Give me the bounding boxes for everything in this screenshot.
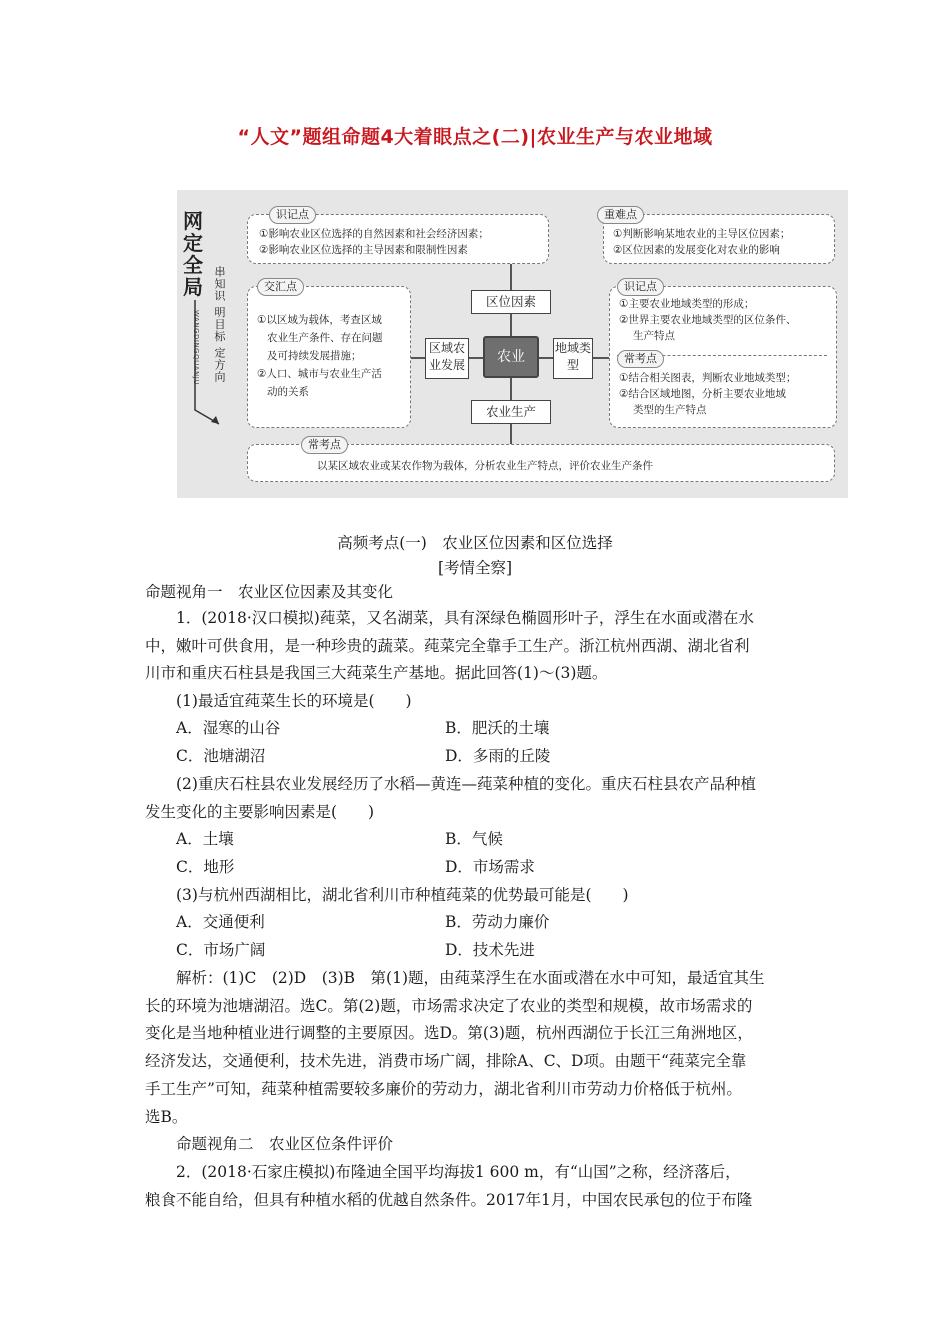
top-right-tag: 重难点 — [597, 206, 644, 224]
right-tag-1: 识记点 — [617, 278, 664, 296]
top-left-line-1: ①影响农业区位选择的自然因素和社会经济因素； — [259, 228, 489, 240]
q1-1-option-c: C．池塘湖沼 — [176, 747, 266, 765]
left-line-4: ②人口、城市与农业生产活 — [257, 368, 382, 380]
section-title: 高频考点(一) 农业区位因素和区位选择 — [337, 534, 613, 552]
q1-sub-2-line-2: 发生变化的主要影响因素是( ) — [145, 803, 375, 821]
top-right-line-2: ②区位因素的发展变化对农业的影响 — [613, 244, 780, 256]
diagram-side-title: 网定全局 — [183, 209, 203, 299]
left-line-1: ①以区域为载体，考查区域 — [257, 314, 382, 326]
analysis-line-6: 选B。 — [145, 1108, 188, 1126]
top-right-line-1: ①判断影响某地农业的主导区位因素； — [613, 228, 791, 240]
q1-2-option-b: B．气候 — [445, 830, 503, 848]
q2-line-1: 2．(2018·石家庄模拟)布隆迪全国平均海拔1 600 m，有“山国”之称，经济落后， — [176, 1163, 741, 1181]
left-tag: 交汇点 — [257, 278, 304, 296]
node-regional-type-label: 地域类型 — [554, 341, 591, 372]
q1-sub-3: (3)与杭州西湖相比，湖北省利川市种植莼菜的优势最可能是( ) — [176, 886, 629, 904]
analysis-line-1: 解析：(1)C (2)D (3)B 第(1)题，由莼菜浮生在水面或潜在水中可知，最适宜其生 — [176, 969, 765, 987]
q1-line-2: 中，嫩叶可供食用，是一种珍贵的蔬菜。莼菜完全靠手工生产。浙江杭州西湖、湖北省利 — [145, 637, 750, 655]
analysis-line-5: 手工生产”可知，莼菜种植需要较多廉价的劳动力，湖北省利川市劳动力价格低于杭州。 — [145, 1080, 742, 1098]
right-line-1: ①主要农业地域类型的形成； — [619, 298, 755, 310]
section-subtitle: [考情全察] — [437, 559, 513, 577]
q1-3-option-b: B．劳动力廉价 — [445, 913, 550, 931]
q1-line-3: 川市和重庆石柱县是我国三大莼菜生产基地。据此回答(1)～(3)题。 — [145, 664, 608, 682]
analysis-line-3: 变化是当地种植业进行调整的主要原因。选D。第(3)题，杭州西湖位于长江三角洲地区， — [145, 1024, 753, 1042]
q1-1-option-d: D．多雨的丘陵 — [445, 747, 551, 765]
q1-2-option-a: A．土壤 — [176, 830, 234, 848]
q1-3-option-a: A．交通便利 — [176, 913, 265, 931]
right-line-3: 生产特点 — [633, 330, 675, 342]
node-regional-type — [553, 338, 593, 379]
q1-1-option-a: A．湿寒的山谷 — [176, 719, 281, 737]
node-regional-development-label: 区域农业发展 — [428, 341, 465, 372]
q1-line-1: 1．(2018·汉口模拟)莼菜，又名湖菜，具有深绿色椭圆形叶子，浮生在水面或潜在水 — [176, 609, 754, 627]
left-line-2: 农业生产条件、存在问题 — [267, 332, 383, 344]
q1-2-option-d: D．市场需求 — [445, 858, 535, 876]
right-line-4: ①结合相关图表，判断农业地域类型； — [619, 372, 797, 384]
right-line-6: 类型的生产特点 — [633, 404, 707, 416]
node-agriculture-core: 农业 — [483, 336, 539, 378]
left-line-5: 动的关系 — [267, 386, 309, 398]
left-line-3: 及可持续发展措施； — [267, 350, 362, 362]
right-line-5: ②结合区域地图，分析主要农业地域 — [619, 388, 786, 400]
node-regional-development — [425, 338, 469, 379]
q1-3-option-c: C．市场广阔 — [176, 941, 266, 959]
bottom-tag: 常考点 — [301, 436, 348, 454]
node-agricultural-production: 农业生产 — [471, 400, 551, 424]
q1-3-option-d: D．技术先进 — [445, 941, 535, 959]
diagram-side-pinyin: WANGDINGQUANJU — [192, 310, 200, 385]
view-2-heading: 命题视角二 农业区位条件评价 — [176, 1135, 394, 1153]
q1-sub-1: (1)最适宜莼菜生长的环境是( ) — [176, 692, 412, 710]
node-location-factors: 区位因素 — [471, 290, 551, 314]
side-arrow-icon — [191, 300, 225, 430]
view-1-heading: 命题视角一 农业区位因素及其变化 — [145, 583, 394, 601]
q1-2-option-c: C．地形 — [176, 858, 235, 876]
page-title: “人文”题组命题4大着眼点之(二)|农业生产与农业地域 — [237, 126, 713, 148]
bottom-line: 以某区域农业或某农作物为载体，分析农业生产特点，评价农业生产条件 — [317, 460, 653, 472]
analysis-line-4: 经济发达，交通便利，技术先进，消费市场广阔，排除A、C、D项。由题干“莼菜完全靠 — [145, 1052, 747, 1070]
right-line-2: ②世界主要农业地域类型的区位条件、 — [619, 314, 797, 326]
q2-line-2: 粮食不能自给，但具有种植水稻的优越自然条件。2017年1月，中国农民承包的位于布隆 — [145, 1191, 753, 1209]
top-left-tag: 识记点 — [269, 206, 316, 224]
right-tag-2: 常考点 — [617, 350, 664, 368]
q1-1-option-b: B．肥沃的土壤 — [445, 719, 550, 737]
knowledge-map-diagram — [177, 190, 848, 498]
diagram-side-subtitle: 串知识 明目标 定方向 — [213, 266, 226, 383]
q1-sub-2-line-1: (2)重庆石柱县农业发展经历了水稻—黄连—莼菜种植的变化。重庆石柱县农产品种植 — [176, 775, 756, 793]
analysis-line-2: 长的环境为池塘湖沼。选C。第(2)题，市场需求决定了农业的类型和规模，故市场需求的 — [145, 997, 753, 1015]
top-left-line-2: ②影响农业区位选择的主导因素和限制性因素 — [259, 244, 468, 256]
